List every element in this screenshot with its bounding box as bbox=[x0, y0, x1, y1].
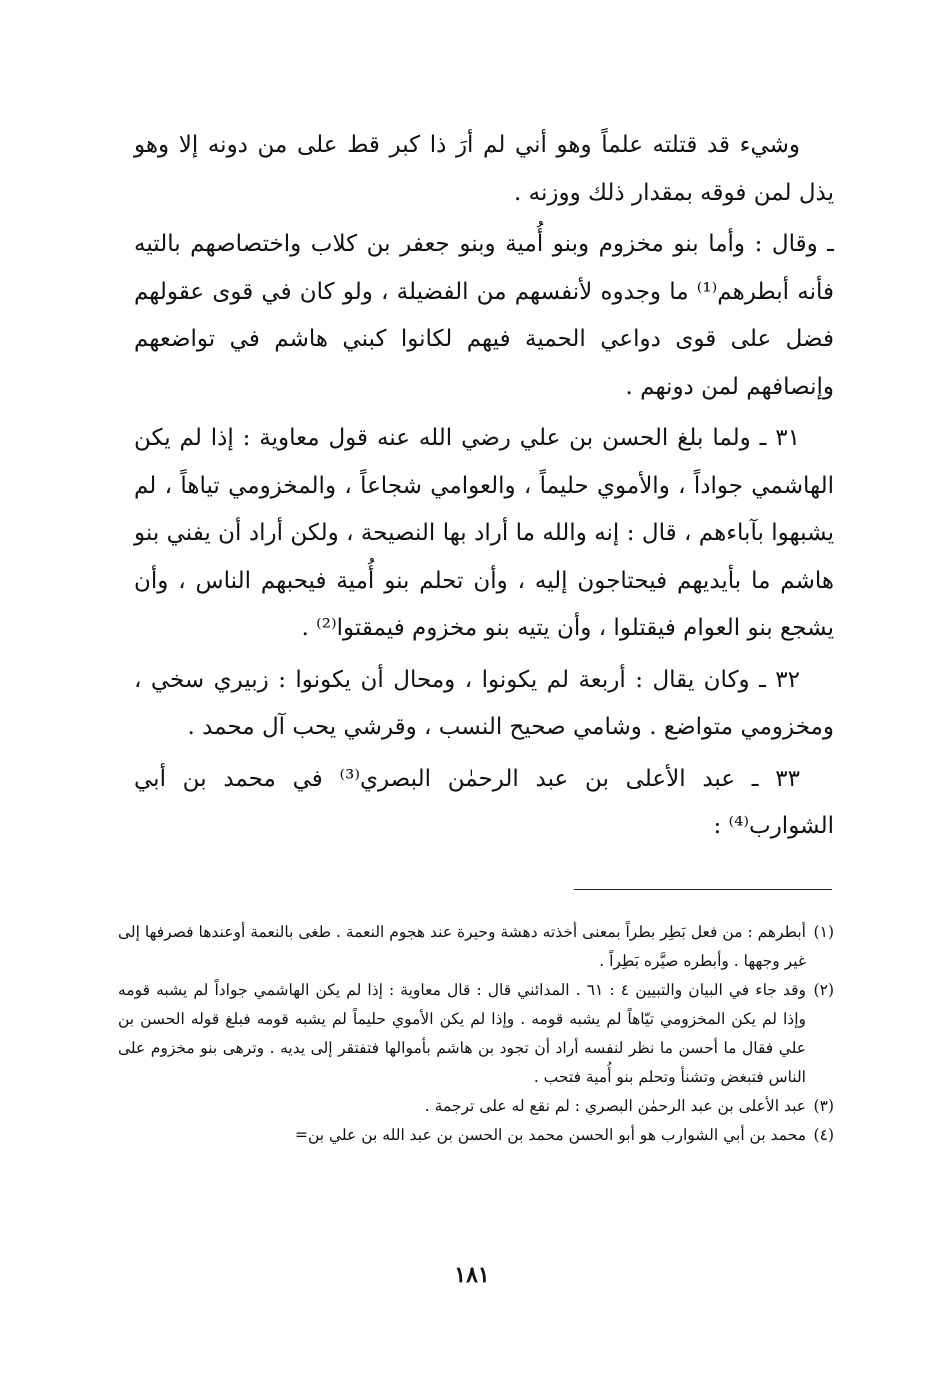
footnote-number: (٢) bbox=[813, 981, 834, 999]
footnotes bbox=[118, 918, 834, 1150]
footnote-text: عبد الأعلى بن عبد الرحمٰن البصري : لم نقع له على ترجمة . bbox=[424, 1097, 806, 1115]
page-number: ١٨١ bbox=[454, 1262, 490, 1288]
main-text bbox=[134, 122, 834, 855]
footnote-text: محمد بن أبي الشوارب هو أبو الحسن محمد بن الحسن بن عبد الله بن علي بن= bbox=[294, 1126, 806, 1144]
footnote-text: أبطرهم : من فعل بَطِر بطراً بمعنى أخذته دهشة وحيرة عند هجوم النعمة . طغى بالنعمة أوعندها فصرفها إلى غير وجهها . وأبطره صيَّره بَطِراً . bbox=[118, 923, 806, 970]
footnote-number: (٤) bbox=[813, 1126, 834, 1144]
footnote-separator bbox=[574, 889, 832, 890]
footnote-number: (١) bbox=[813, 923, 834, 941]
footnote-text: وقد جاء في البيان والتبيين ٤ : ٦١ . المدائني قال : قال معاوية : إذا لم يكن الهاشمي جواداً لم يشبه قومه وإذا لم يكن المخزومي تيّاهاً لم يشبه قومه . وإذا لم يكن الأموي حليماً لم يشبه قومه فبلغ قوله الحسن بن علي فقال ما أحسن ما نظر لنفسه أراد أن تجود بن هاشم بأموالها فتفتقر إلى يديه . وترهى بنو مخزوم على الناس فتبغض وتشنأ وتحلم بنو أُمية فتحب . bbox=[118, 981, 807, 1086]
footnote-4 bbox=[118, 1121, 834, 1150]
paragraph-32: ٣٢ ـ وكان يقال : أربعة لم يكونوا ، ومحال أن يكونوا : زبيري سخي ، ومخزومي متواضع . وشامي صحيح النسب ، وقرشي يحب آل محمد . bbox=[134, 666, 834, 740]
paragraph-33: ٣٣ ـ عبد الأعلى بن عبد الرحمٰن البصري⁽³⁾ في محمد بن أبي الشوارب⁽⁴⁾ : bbox=[134, 765, 834, 839]
footnote-2 bbox=[118, 976, 834, 1092]
footnote-1 bbox=[118, 918, 834, 976]
footnote-3 bbox=[118, 1092, 834, 1121]
paragraph-makhzum-umayya: ـ وقال : وأما بنو مخزوم وبنو أُمية وبنو جعفر بن كلاب واختصاصهم بالتيه فأنه أبطرهم⁽¹⁾ ما وجدوه لأنفسهم من الفضيلة ، ولو كان في قوى عقولهم فضل على قوى دواعي الحمية فيهم لكانوا كبني هاشم في تواضعهم وإنصافهم لمن دونهم . bbox=[134, 231, 834, 400]
paragraph-31: ٣١ ـ ولما بلغ الحسن بن علي رضي الله عنه قول معاوية : إذا لم يكن الهاشمي جواداً ، والأموي حليماً ، والعوامي شجاعاً ، والمخزومي تياهاً ، لم يشبهوا بآباءهم ، قال : إنه والله ما أراد بها النصيحة ، ولكن أراد أن يفني بنو هاشم ما بأيديهم فيحتاجون إليه ، وأن تحلم بنو أُمية فيحبهم الناس ، وأن يشجع بنو العوام فيقتلوا ، وأن يتيه بنو مخزوم فيمقتوا⁽²⁾ . bbox=[134, 425, 834, 641]
footnote-number: (٣) bbox=[813, 1097, 834, 1115]
paragraph-intro: وشيء قد قتلته علماً وهو أني لم أرَ ذا كبر قط على من دونه إلا وهو يذل لمن فوقه بمقدار ذلك ووزنه . bbox=[134, 132, 834, 206]
